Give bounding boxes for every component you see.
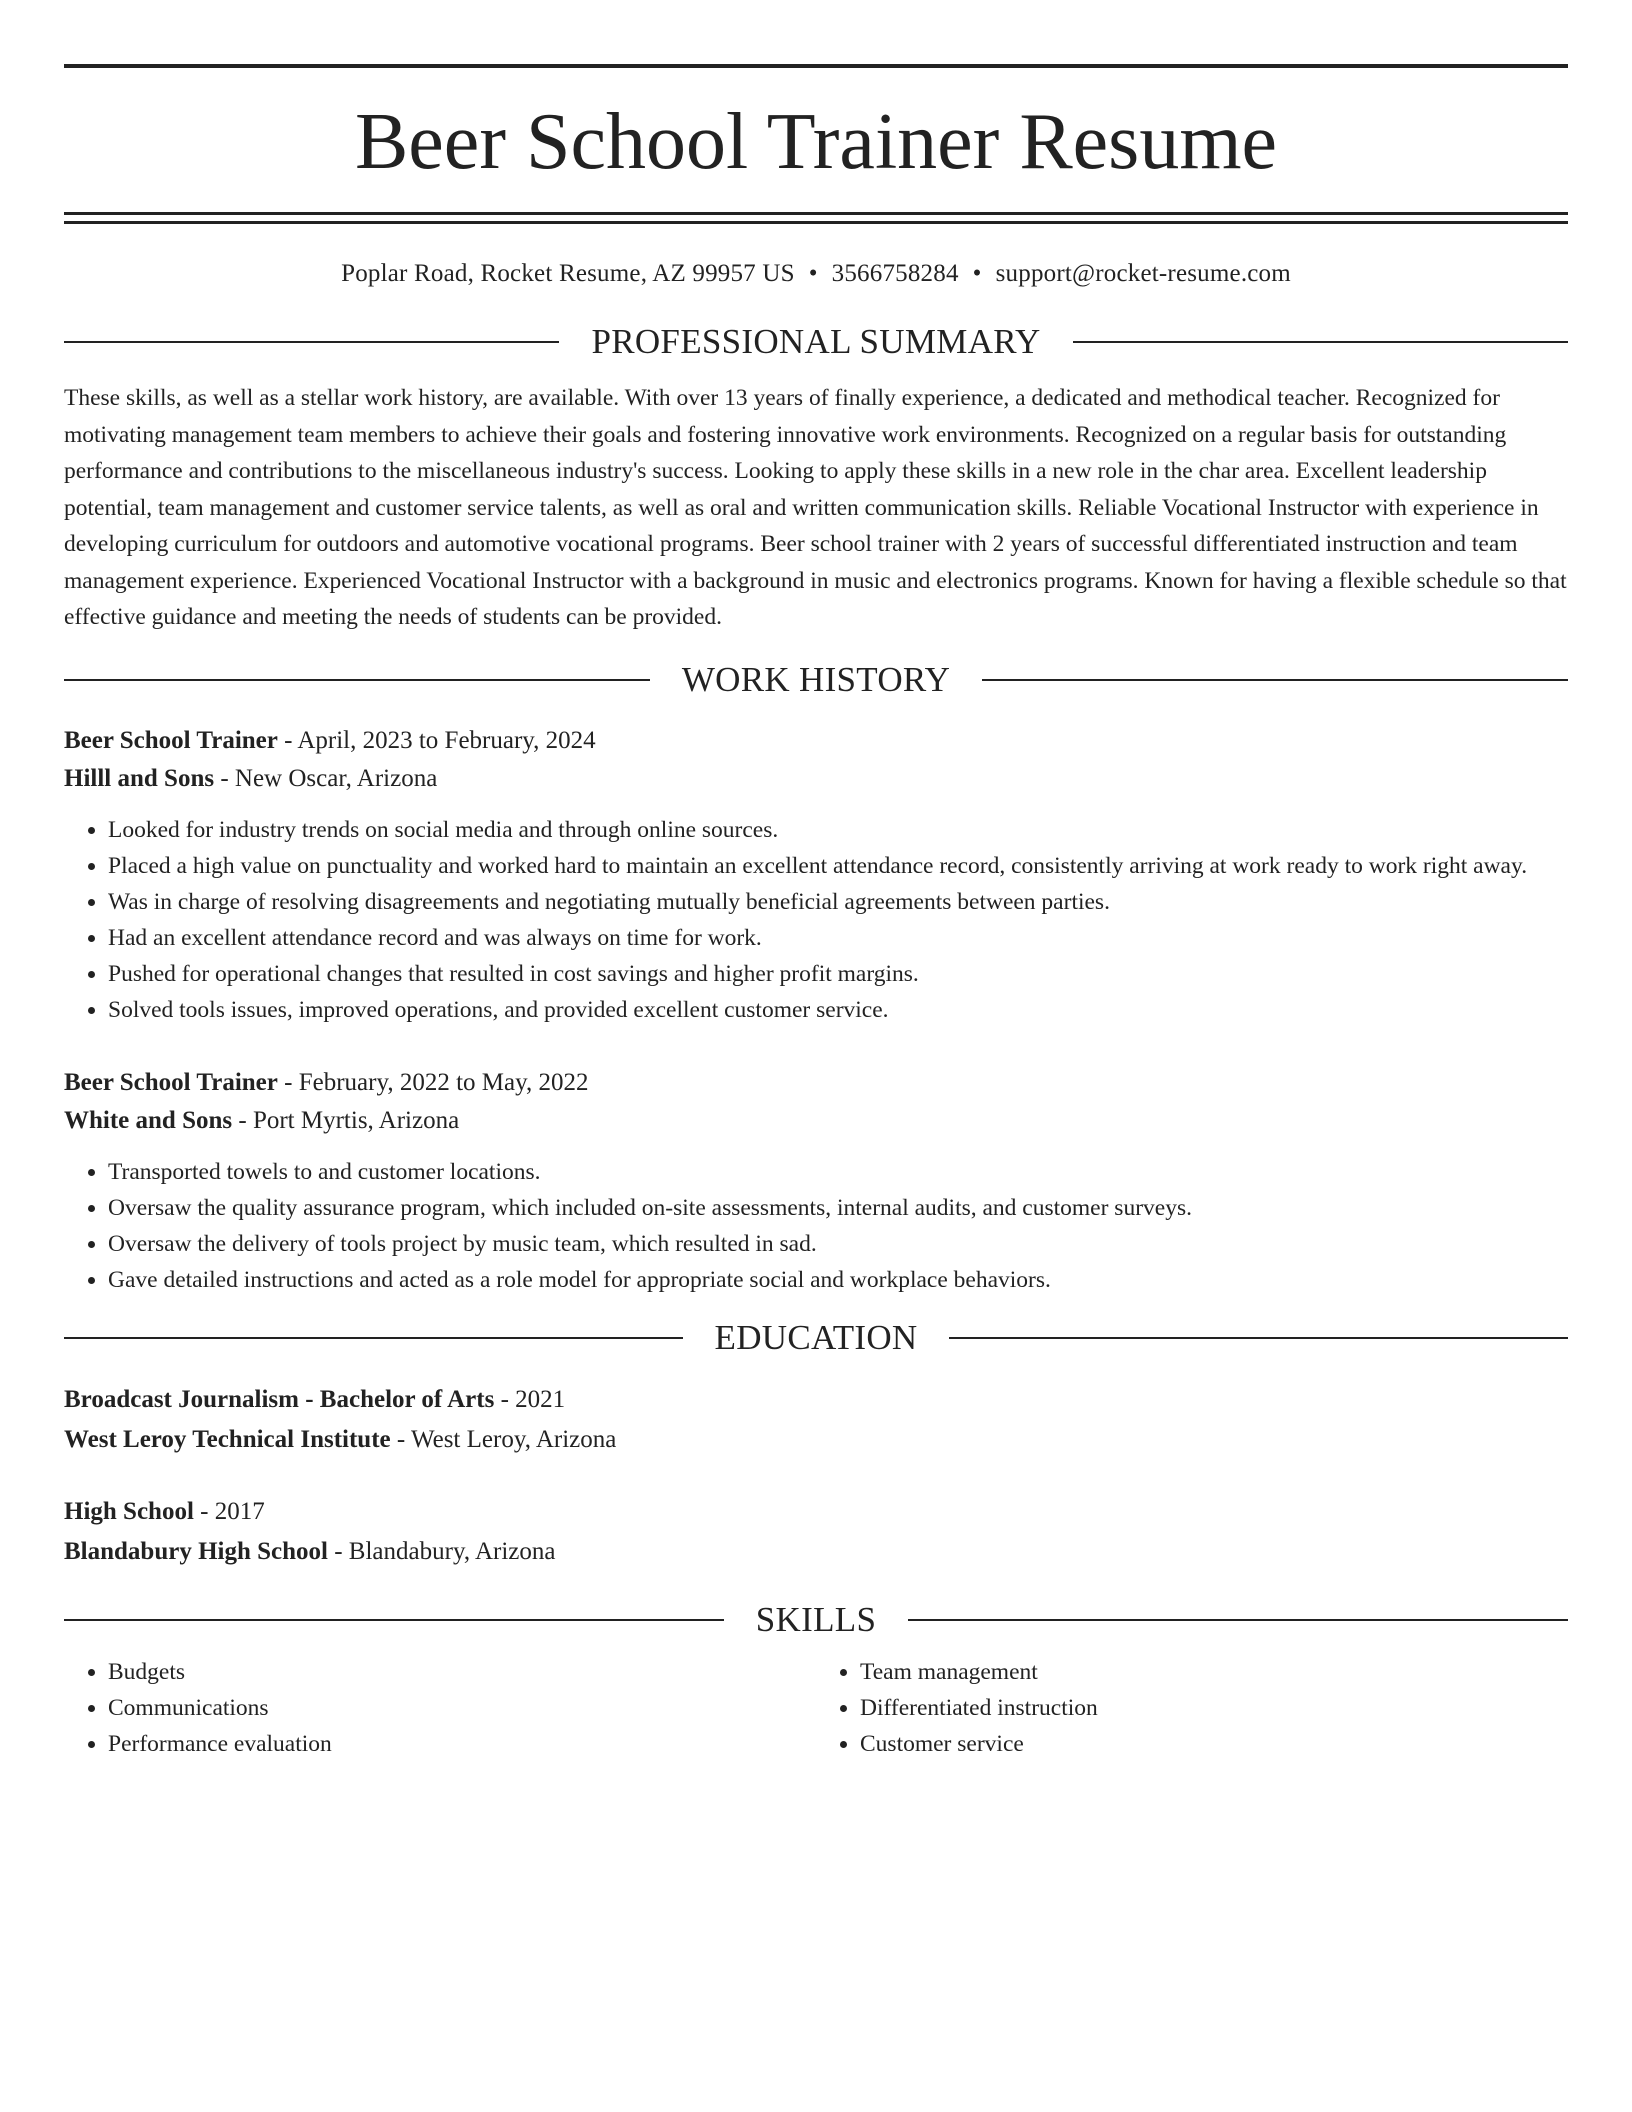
skill-item: • Performance evaluation	[108, 1726, 816, 1762]
work-history-heading-title: WORK HISTORY	[681, 659, 951, 699]
job-title-line	[64, 722, 1568, 760]
contact-separator: •	[808, 260, 818, 287]
job-company-line	[64, 1102, 1568, 1140]
job-company-line	[64, 760, 1568, 798]
job-title: Beer School Trainer	[64, 726, 278, 754]
heading-rule-left	[64, 1337, 683, 1339]
job-company: Hilll and Sons	[64, 764, 215, 792]
job-bullet: • Looked for industry trends on social media and through online sources.	[108, 812, 1568, 848]
heading-rule-left	[64, 679, 650, 681]
skill-item: • Customer service	[860, 1726, 1568, 1762]
job-dates: - April, 2023 to February, 2024	[277, 726, 596, 754]
education-school: Blandabury High School	[64, 1537, 328, 1565]
education-heading-title: EDUCATION	[714, 1317, 918, 1357]
skill-item: • Differentiated instruction	[860, 1690, 1568, 1726]
contact-line	[64, 260, 1568, 288]
heading-rule-right	[982, 679, 1568, 681]
education-school-line	[64, 1420, 1568, 1460]
summary-heading	[64, 322, 1568, 362]
skills-heading	[64, 1600, 1568, 1640]
education-location: - West Leroy, Arizona	[390, 1425, 617, 1453]
skills-list-left	[64, 1654, 816, 1762]
heading-rule-right	[1073, 341, 1568, 343]
education-degree: Broadcast Journalism - Bachelor of Arts	[64, 1385, 495, 1413]
resume-title: Beer School Trainer Resume	[354, 98, 1278, 186]
work-history-heading	[64, 660, 1568, 700]
skill-item: • Communications	[108, 1690, 816, 1726]
job-bullet: • Transported towels to and customer locations.	[108, 1154, 1568, 1190]
skill-item: • Team management	[860, 1654, 1568, 1690]
job-title-line	[64, 1064, 1568, 1102]
education-year: - 2021	[494, 1385, 566, 1413]
skill-item: • Budgets	[108, 1654, 816, 1690]
job-bullet: • Had an excellent attendance record and was always on time for work.	[108, 920, 1568, 956]
job-title: Beer School Trainer	[64, 1068, 278, 1096]
job-location: - Port Myrtis, Arizona	[232, 1106, 460, 1134]
job-bullets	[64, 1154, 1568, 1298]
education-location: - Blandabury, Arizona	[327, 1537, 556, 1565]
education-year: - 2017	[193, 1497, 265, 1525]
skills-columns	[64, 1654, 1568, 1762]
title-double-rule	[64, 212, 1568, 224]
education-heading	[64, 1318, 1568, 1358]
job-bullet: • Oversaw the quality assurance program, which included on-site assessments, internal audits, and customer surveys.	[108, 1190, 1568, 1226]
heading-rule-right	[949, 1337, 1568, 1339]
job-bullet: • Oversaw the delivery of tools project by music team, which resulted in sad.	[108, 1226, 1568, 1262]
job-bullet: • Pushed for operational changes that resulted in cost savings and higher profit margins.	[108, 956, 1568, 992]
contact-email: support@rocket-resume.com	[995, 260, 1291, 287]
job-bullet: • Placed a high value on punctuality and worked hard to maintain an excellent attendance record, consistently arriving at work ready to work right away.	[108, 848, 1568, 884]
skills-heading-title: SKILLS	[755, 1599, 877, 1639]
skills-list-right	[816, 1654, 1568, 1762]
education-entry	[64, 1492, 1568, 1572]
heading-rule-left	[64, 341, 559, 343]
heading-rule-left	[64, 1619, 724, 1621]
job-bullet: • Gave detailed instructions and acted as a role model for appropriate social and workplace behaviors.	[108, 1262, 1568, 1298]
contact-address: Poplar Road, Rocket Resume, AZ 99957 US	[341, 260, 795, 287]
contact-separator: •	[972, 260, 982, 287]
education-school: West Leroy Technical Institute	[64, 1425, 391, 1453]
summary-paragraph: These skills, as well as a stellar work history, are available. With over 13 years of finally experience, a dedicated and methodical teacher. Recognized for motivating management team members to achieve their goals and fostering innovative work environments. Recognized on a regular basis for outstanding performance and contributions to the miscellaneous industry's success. Looking to apply these skills in a new role in the char area. Excellent leadership potential, team management and customer service talents, as well as oral and written communication skills. Reliable Vocational Instructor with experience in developing curriculum for outdoors and automotive vocational programs. Beer school trainer with 2 years of successful differentiated instruction and team management experience. Experienced Vocational Instructor with a background in music and electronics programs. Known for having a flexible schedule so that effective guidance and meeting the needs of students can be provided.	[64, 385, 1567, 630]
education-degree-line	[64, 1380, 1568, 1420]
job-company: White and Sons	[64, 1106, 233, 1134]
job-location: - New Oscar, Arizona	[214, 764, 438, 792]
job-bullet: • Solved tools issues, improved operations, and provided excellent customer service.	[108, 992, 1568, 1028]
job-bullets	[64, 812, 1568, 1028]
education-entry	[64, 1380, 1568, 1460]
education-degree: High School	[64, 1497, 194, 1525]
job-entry	[64, 722, 1568, 1028]
heading-rule-right	[908, 1619, 1568, 1621]
top-rule	[64, 64, 1568, 68]
contact-phone: 3566758284	[831, 260, 959, 287]
job-entry	[64, 1064, 1568, 1298]
summary-heading-title: PROFESSIONAL SUMMARY	[591, 322, 1041, 361]
education-degree-line	[64, 1492, 1568, 1532]
job-bullet: • Was in charge of resolving disagreements and negotiating mutually beneficial agreements between parties.	[108, 884, 1568, 920]
education-school-line	[64, 1532, 1568, 1572]
job-dates: - February, 2022 to May, 2022	[277, 1068, 589, 1096]
